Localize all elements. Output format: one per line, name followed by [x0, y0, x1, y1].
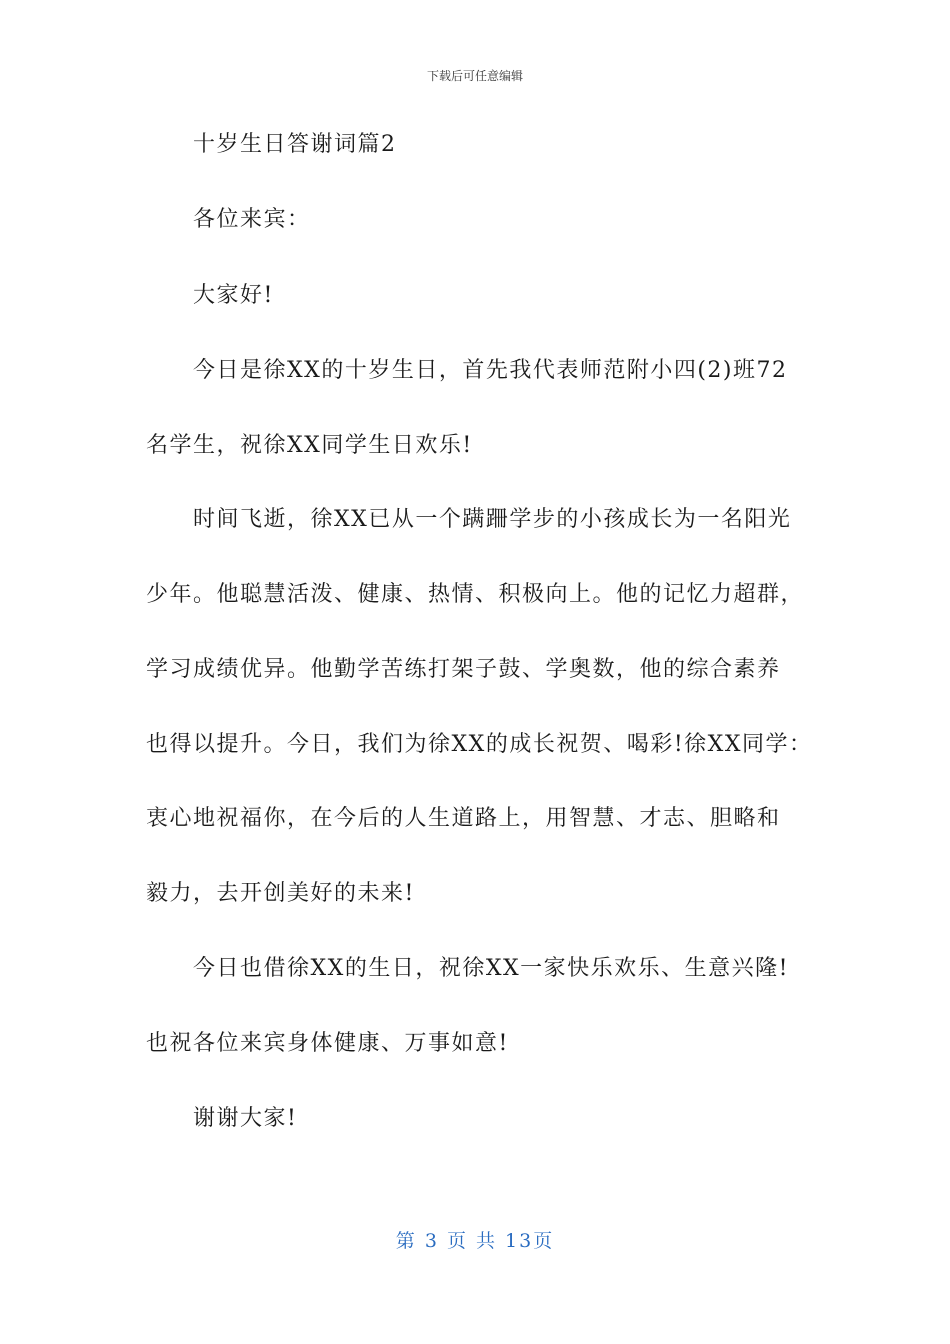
- paragraph-line: 今日也借徐XX的生日，祝徐XX一家快乐欢乐、生意兴隆!: [193, 956, 789, 981]
- paragraph-line: 今日是徐XX的十岁生日，首先我代表师范附小四(2)班72: [193, 358, 788, 383]
- paragraph-line: 毅力，去开创美好的未来!: [146, 881, 415, 906]
- paragraph-line: 衷心地祝福你，在今后的人生道路上，用智慧、才志、胆略和: [146, 806, 781, 831]
- paragraph-line: 时间飞逝，徐XX已从一个蹒跚学步的小孩成长为一名阳光: [193, 507, 792, 532]
- paragraph-line: 名学生，祝徐XX同学生日欢乐!: [146, 433, 473, 458]
- page-number: 第 3 页 共 13页: [395, 1230, 555, 1252]
- greeting: 大家好!: [193, 283, 274, 308]
- document-title: 十岁生日答谢词篇2: [193, 132, 397, 157]
- paragraph-line: 少年。他聪慧活泼、健康、热情、积极向上。他的记忆力超群，: [146, 582, 805, 607]
- paragraph-line: 也祝各位来宾身体健康、万事如意!: [146, 1031, 509, 1056]
- paragraph-line: 学习成绩优异。他勤学苦练打架子鼓、学奥数，他的综合素养: [146, 657, 781, 682]
- header-note: 下载后可任意编辑: [426, 69, 523, 83]
- salutation: 各位来宾：: [193, 207, 311, 232]
- closing-line: 谢谢大家!: [193, 1106, 298, 1131]
- paragraph-line: 也得以提升。今日，我们为徐XX的成长祝贺、喝彩!徐XX同学：: [146, 732, 813, 757]
